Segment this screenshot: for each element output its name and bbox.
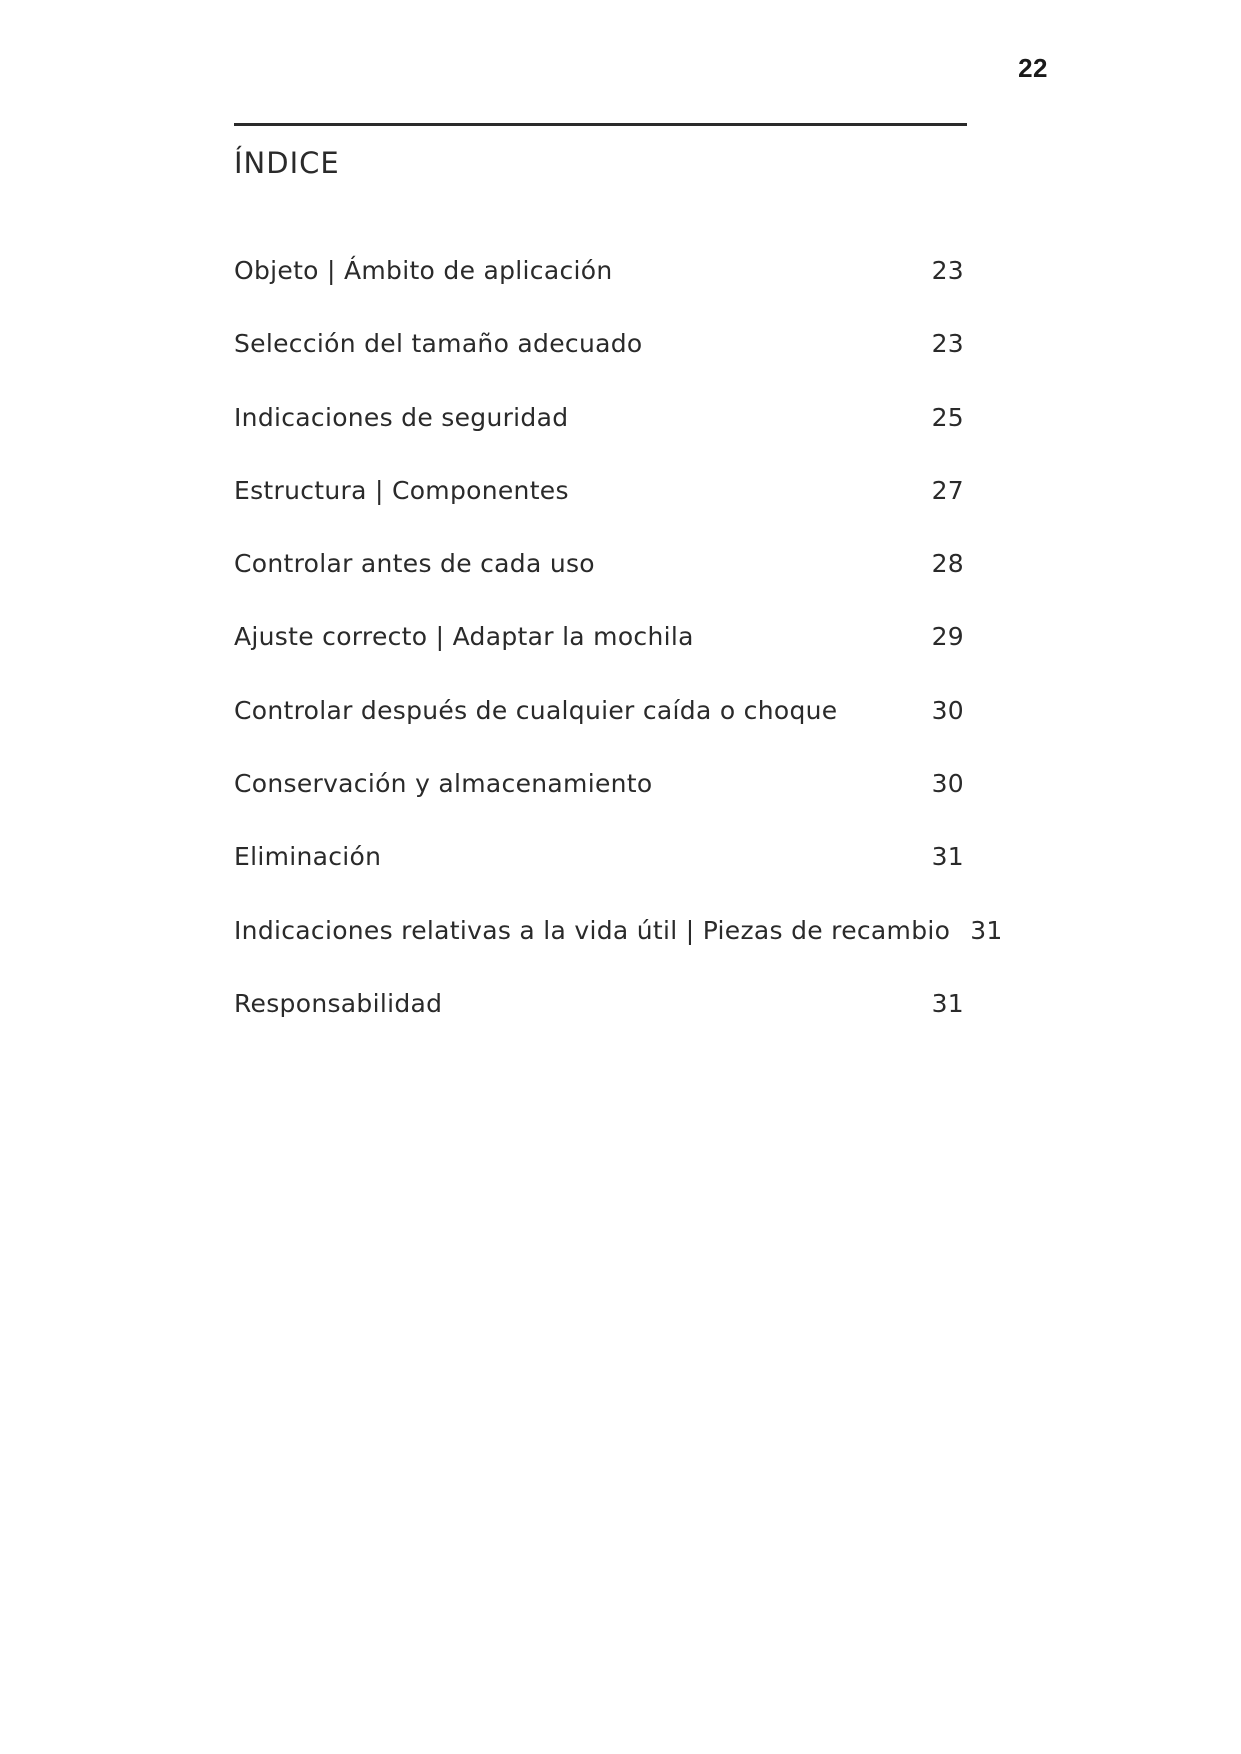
toc-entry[interactable] bbox=[234, 329, 964, 402]
toc-entry-label: Estructura | Componentes bbox=[234, 475, 569, 505]
title-divider bbox=[234, 123, 967, 126]
toc-entry-page: 25 bbox=[931, 402, 964, 432]
toc-entry-page: 23 bbox=[931, 329, 964, 359]
toc-entry[interactable] bbox=[234, 989, 964, 1062]
toc-entry-label: Indicaciones de seguridad bbox=[234, 402, 569, 432]
page-title: ÍNDICE bbox=[234, 146, 340, 180]
toc-entry[interactable] bbox=[234, 842, 964, 915]
toc-entry-page: 29 bbox=[931, 622, 964, 652]
toc-entry[interactable] bbox=[234, 696, 964, 769]
toc-entry-label: Conservación y almacenamiento bbox=[234, 769, 653, 799]
toc-entry[interactable] bbox=[234, 769, 964, 842]
toc-entry[interactable] bbox=[234, 403, 964, 476]
toc-entry-label: Controlar después de cualquier caída o choque bbox=[234, 695, 838, 725]
toc-entry-page: 30 bbox=[931, 769, 964, 799]
toc-entry-page: 23 bbox=[931, 256, 964, 285]
toc-entry[interactable] bbox=[234, 256, 964, 329]
toc-entry-page: 31 bbox=[931, 842, 964, 872]
toc-entry-page: 30 bbox=[931, 695, 964, 725]
toc-entry[interactable] bbox=[234, 549, 964, 622]
toc-entry[interactable] bbox=[234, 622, 964, 695]
toc-entry-page: 27 bbox=[931, 475, 964, 505]
toc-entry-label: Ajuste correcto | Adaptar la mochila bbox=[234, 622, 694, 652]
toc-entry-page: 28 bbox=[931, 549, 964, 579]
toc-entry[interactable] bbox=[234, 476, 964, 549]
toc-entry-label: Indicaciones relativas a la vida útil | Piezas de recambio bbox=[234, 915, 951, 945]
toc-entry-label: Controlar antes de cada uso bbox=[234, 549, 595, 579]
toc-entry-page: 31 bbox=[931, 988, 964, 1018]
toc-entry[interactable] bbox=[234, 915, 1003, 989]
toc-entry-page: 31 bbox=[970, 915, 1003, 945]
toc-entry-label: Selección del tamaño adecuado bbox=[234, 329, 643, 359]
table-of-contents bbox=[234, 256, 1003, 1062]
page-number: 22 bbox=[1018, 53, 1048, 83]
toc-entry-label: Objeto | Ámbito de aplicación bbox=[234, 256, 613, 285]
toc-entry-label: Eliminación bbox=[234, 842, 382, 872]
toc-entry-label: Responsabilidad bbox=[234, 988, 443, 1018]
